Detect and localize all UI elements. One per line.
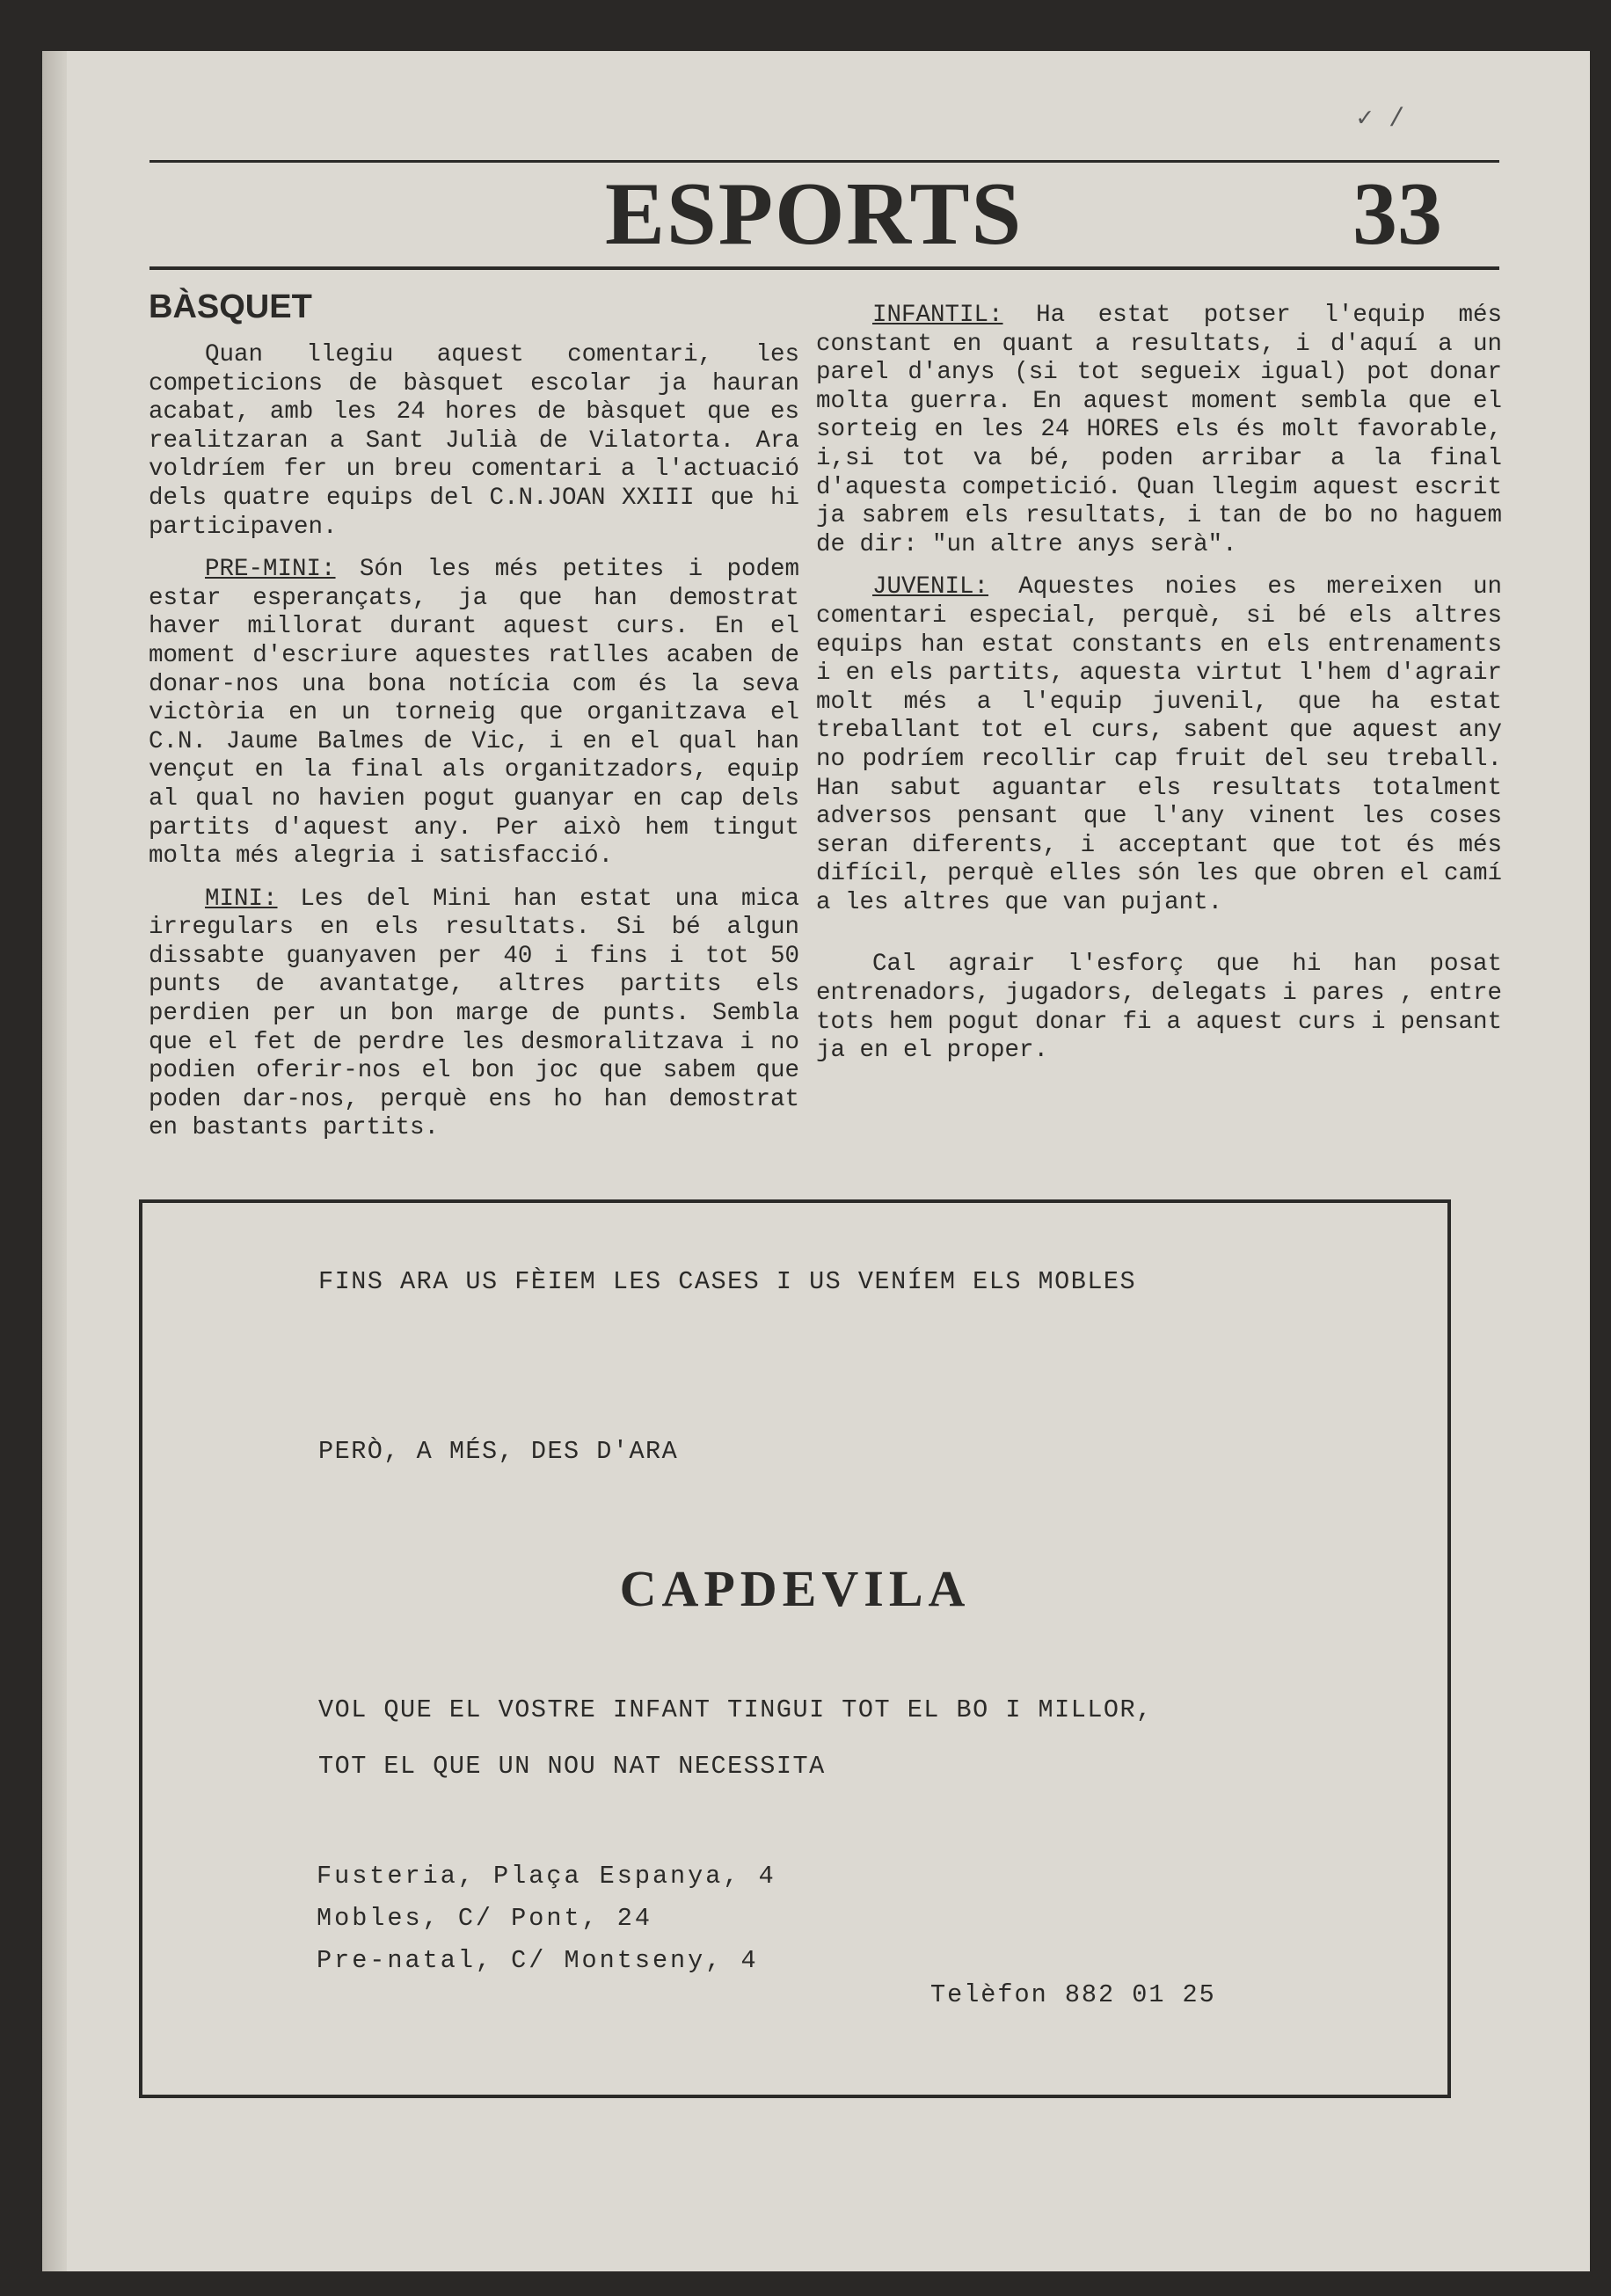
- paragraph-infantil: [816, 302, 1502, 559]
- article-column-left: [149, 341, 799, 1157]
- juvenil-label: JUVENIL:: [872, 573, 989, 601]
- ad-line-1: FINS ARA US FÈIEM LES CASES I US VENÍEM ELS MOBLES: [318, 1267, 1137, 1296]
- mini-text: Les del Mini han estat una mica irregulars en els resultats. Si bé algun dissabte guanyaven per 40 i fins i tot 50 punts de avantatge, altres partits els perdien per un bon marge de punts. Sembla que el fet de perdre les desmoralitzava i no podien oferir-nos el bon joc que sabem que poden dar-nos, perquè ens ho han demostrat en bastants partits.: [149, 885, 799, 1142]
- infantil-label: INFANTIL:: [872, 302, 1003, 329]
- ad-line-2: PERÒ, A MÉS, DES D'ARA: [318, 1437, 679, 1466]
- magazine-page: [42, 51, 1590, 2271]
- page-spine: [42, 51, 67, 2271]
- mini-label: MINI:: [205, 885, 278, 913]
- address-prenatal: Pre-natal, C/ Montseny, 4: [317, 1946, 759, 1975]
- juvenil-text: Aquestes noies es mereixen un comentari especial, perquè, si bé els altres equips han estat constants en els entrenaments i en els partits, aquesta virtut l'hem d'agrair molt més a l'equip juvenil, que ha estat treballant tot el curs, sabent que aquest any no podríem recollir cap fruit del seu treball. Han sabut aguantar els resultats totalment adversos pensant que l'any vinent les coses seran diferents, i acceptant que tot és més difícil, perquè elles són les que obren el camí a les altres que van pujant.: [816, 573, 1502, 916]
- advertisement-box: [139, 1199, 1451, 2098]
- ad-line-3: VOL QUE EL VOSTRE INFANT TINGUI TOT EL BO I MILLOR,: [318, 1695, 1153, 1724]
- article-closing: Cal agrair l'esforç que hi han posat entrenadors, jugadors, delegats i pares , entre tots hem pogut donar fi a aquest curs i pensant ja en el proper.: [816, 951, 1502, 1065]
- handwritten-mark: ✓ /: [1357, 105, 1405, 135]
- ad-addresses: [317, 1855, 776, 1982]
- header-rule-bottom: [149, 266, 1499, 270]
- header-rule-top: [149, 160, 1499, 163]
- paragraph-premini: [149, 556, 799, 871]
- paragraph-mini: [149, 886, 799, 1143]
- paragraph-juvenil: [816, 573, 1502, 917]
- address-fusteria: Fusteria, Plaça Espanya, 4: [317, 1862, 776, 1891]
- page-number: 33: [1352, 164, 1442, 264]
- article-intro: Quan llegiu aquest comentari, les competicions de bàsquet escolar ja hauran acabat, amb les 24 hores de bàsquet que es realitzaran a Sant Julià de Vilatorta. Ara voldríem fer un breu comentari a l'actuació dels quatre equips del C.N.JOAN XXIII que hi participaven.: [149, 341, 799, 541]
- article-column-right: [816, 302, 1502, 1080]
- ad-brand-name: CAPDEVILA: [619, 1560, 971, 1617]
- ad-line-4: TOT EL QUE UN NOU NAT NECESSITA: [318, 1752, 826, 1781]
- article-subheading: BÀSQUET: [149, 288, 312, 325]
- premini-label: PRE-MINI:: [205, 556, 336, 584]
- address-mobles: Mobles, C/ Pont, 24: [317, 1904, 652, 1933]
- infantil-text: Ha estat potser l'equip més constant en quant a resultats, i d'aquí a un parel d'anys (si tot segueix igual) pot donar molta guerra. En aquest moment sembla que el sorteig en les 24 HORES els és molt favorable, i,si tot va bé, poden arribar a la final d'aquesta competició. Quan llegim aquest escrit ja sabrem els resultats, i tan de bo no haguem de dir: "un altre anys serà".: [816, 302, 1502, 558]
- ad-phone: Telèfon 882 01 25: [930, 1980, 1216, 2009]
- section-title: ESPORTS: [605, 164, 1024, 264]
- premini-text: Són les més petites i podem estar esperançats, ja que han demostrat haver millorat durant aquest curs. En el moment d'escriure aquestes ratlles acaben de donar-nos una bona notícia com és la seva victòria en un torneig que organitzava el C.N. Jaume Balmes de Vic, i en el qual han vençut en la final als organitzadors, equip al qual no havien pogut guanyar en cap dels partits d'aquest any. Per això hem tingut molta més alegria i satisfacció.: [149, 556, 799, 871]
